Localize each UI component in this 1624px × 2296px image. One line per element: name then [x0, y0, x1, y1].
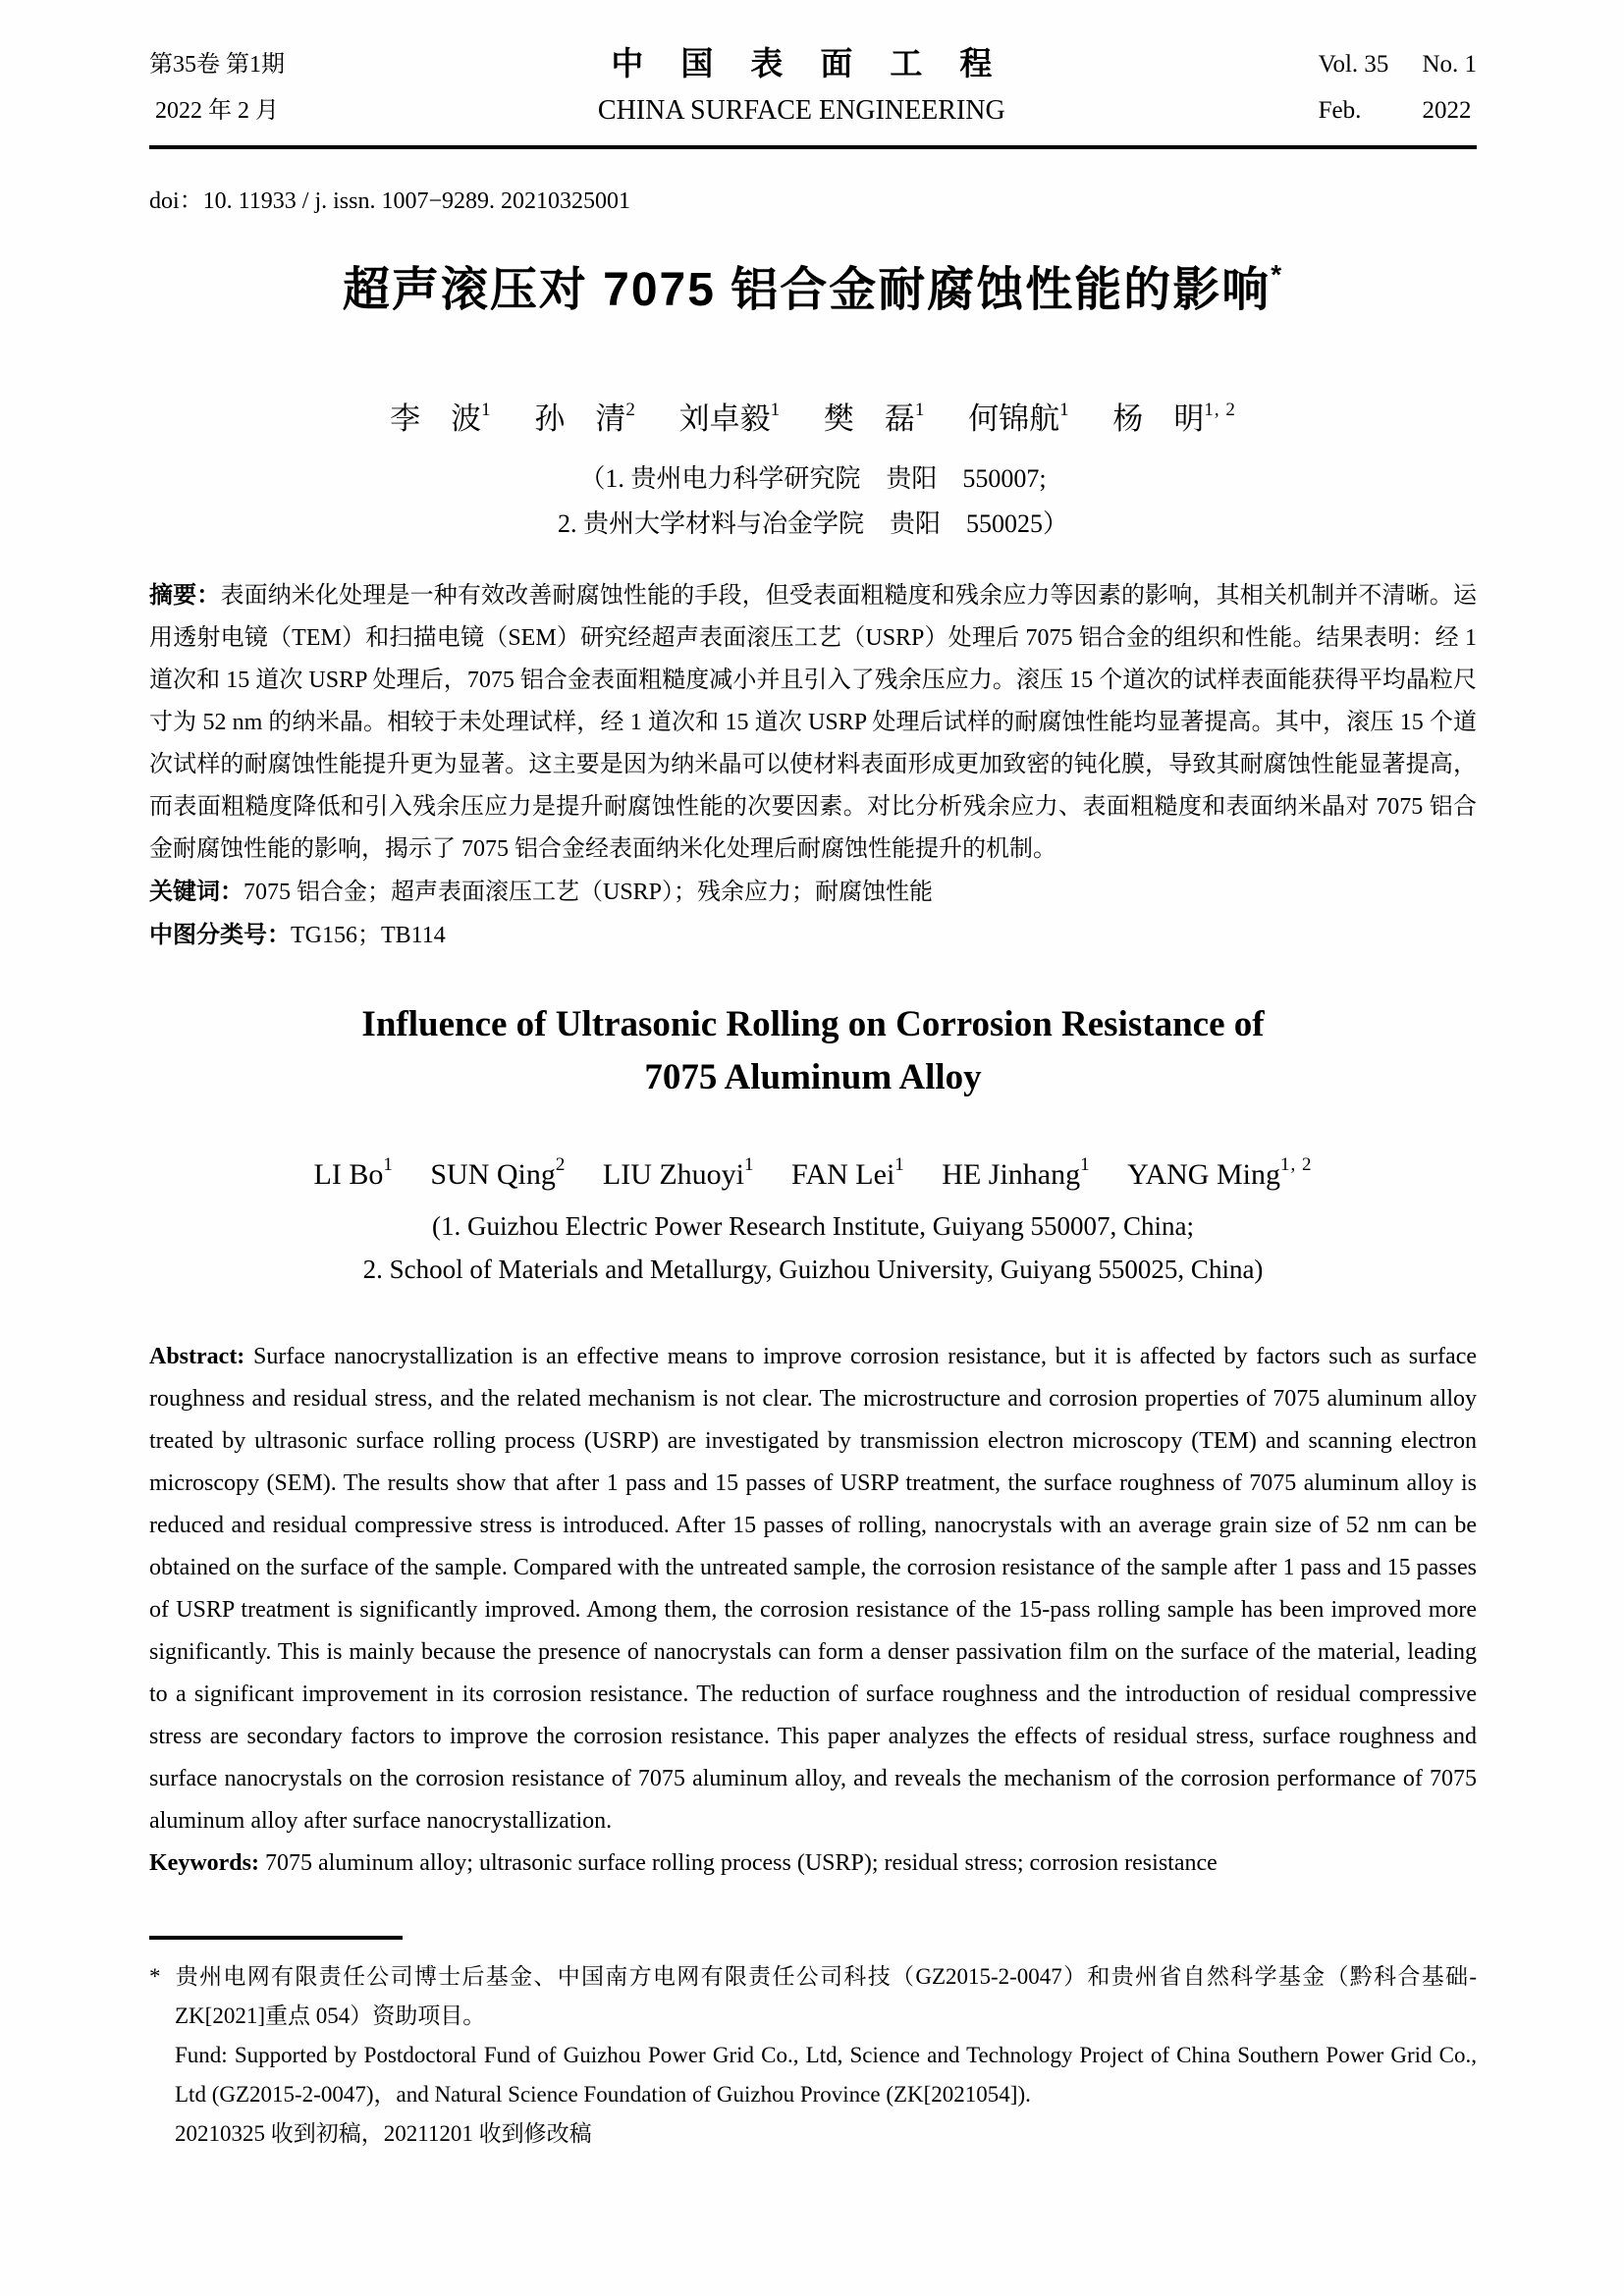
affiliation-en-1: (1. Guizhou Electric Power Research Institute, Guiyang 550007, China; [431, 1211, 1195, 1241]
keywords-en [149, 1842, 1477, 1885]
abstract-en [149, 1336, 1477, 1842]
author-affil-sup: 1, 2 [1279, 1154, 1313, 1175]
footnote-fund-cn-text: 贵州电网有限责任公司博士后基金、中国南方电网有限责任公司科技（GZ2015-2-0047）和贵州省自然科学基金（黔科合基础-ZK[2021]重点 054）资助项目。 [174, 1964, 1477, 2028]
author-affil-sup: 2 [625, 400, 636, 420]
volume-issue-cn: 第35卷 第1期 [149, 52, 285, 78]
author-affil-sup: 1 [744, 1154, 755, 1175]
footnote-received-dates: 20210325 收到初稿，20211201 收到修改稿 [175, 2121, 592, 2146]
volume-en: Vol. 35 [1318, 51, 1389, 78]
author-affil-sup: 1 [914, 400, 926, 420]
keywords-cn [149, 871, 1477, 914]
author-en [430, 1154, 567, 1191]
abstract-en-label: Abstract: [149, 1344, 245, 1369]
abstract-cn-text: 表面纳米化处理是一种有效改善耐腐蚀性能的手段，但受表面粗糙度和残余应力等因素的影响，其相关机制并不清晰。运用透射电镜（TEM）和扫描电镜（SEM）研究经超声表面滚压工艺（USRP）处理后 7075 铝合金的组织和性能。结果表明：经 1 道次和 15 道次 USRP 处理后，7075 铝合金表面粗糙度减小并且引入了残余压应力。滚压 15 个道次的试样表面能获得平均晶粒尺寸为 52 nm 的纳米晶。相较于未处理试样，经 1 道次和 15 道次 USRP 处理后试样的耐腐蚀性能均显著提高。其中，滚压 15 个道次试样的耐腐蚀性能提升更为显著。这主要是因为纳米晶可以使材料表面形成更加致密的钝化膜，导致其耐腐蚀性能显著提高，而表面粗糙度降低和引入残余压应力是提升耐腐蚀性能的次要因素。对比分析残余应力、表面粗糙度和表面纳米晶对 7075 铝合金耐腐蚀性能的影响，揭示了 7075 铝合金经表面纳米化处理后耐腐蚀性能提升的机制。 [149, 583, 1477, 862]
abstract-en-text: Surface nanocrystallization is an effective means to improve corrosion resistance, but it is affected by factors such as surface roughness and residual stress, and the related mechanism is not clear. The microstructure and corrosion properties of 7075 aluminum alloy treated by ultrasonic surface rolling process (USRP) are investigated by transmission electron microscopy (TEM) and scanning electron microscopy (SEM). The results show that after 1 pass and 15 passes of USRP treatment, the surface roughness of 7075 aluminum alloy is reduced and residual compressive stress is introduced. After 15 passes of rolling, nanocrystals with an average grain size of 52 nm can be obtained on the surface of the sample. Compared with the untreated sample, the corrosion resistance of the sample after 1 pass and 15 passes of USRP treatment is significantly improved. Among them, the corrosion resistance of the 15-pass rolling sample has been improved more significantly. This is mainly because the presence of nanocrystals can form a denser passivation film on the surface of the material, leading to a significant improvement in its corrosion resistance. The reduction of surface roughness and the introduction of residual compressive stress are secondary factors to improve the corrosion resistance. This paper analyzes the effects of residual stress, surface roughness and surface nanocrystals on the corrosion resistance of 7075 aluminum alloy, and reveals the mechanism of the corrosion performance of 7075 aluminum alloy after surface nanocrystallization. [149, 1344, 1477, 1834]
author-affil-sup: 1 [894, 1154, 905, 1175]
keywords-en-text: 7075 aluminum alloy; ultrasonic surface rolling process (USRP); residual stress; corrosion resistance [258, 1850, 1218, 1876]
footnote-marker: * [149, 1964, 161, 1989]
author-name: 孙 清 [534, 401, 626, 436]
author-cn [968, 401, 1070, 436]
authors-en [149, 1142, 1477, 1199]
author-name: LIU Zhuoyi [602, 1158, 745, 1191]
author-en [791, 1154, 905, 1191]
author-affil-sup: 2 [555, 1154, 567, 1175]
clc-number [149, 914, 1477, 957]
abstract-cn [149, 574, 1477, 871]
affiliation-cn-1: （1. 贵州电力科学研究院 贵阳 550007; [579, 464, 1047, 493]
keywords-cn-text: 7075 铝合金；超声表面滚压工艺（USRP）；残余应力；耐腐蚀性能 [244, 880, 934, 905]
clc-text: TG156；TB114 [291, 923, 446, 948]
affiliations-en [149, 1204, 1477, 1291]
keywords-cn-label: 关键词： [149, 879, 244, 905]
number-en: No. 1 [1422, 51, 1477, 78]
author-en [602, 1154, 755, 1191]
author-name: LI Bo [313, 1158, 384, 1191]
author-name: YANG Ming [1127, 1158, 1280, 1191]
paper-title-cn [149, 240, 1477, 326]
abstract-cn-label: 摘要： [149, 582, 221, 609]
paper-title-en [149, 998, 1477, 1104]
authors-cn [149, 387, 1477, 443]
author-cn [679, 401, 782, 436]
paper-title-cn-text: 超声滚压对 7075 铝合金耐腐蚀性能的影响 [342, 264, 1272, 316]
month-en: Feb. [1318, 97, 1362, 124]
footnote-fund-cn [149, 1957, 1477, 2036]
author-name: FAN Lei [791, 1158, 895, 1191]
author-name: 杨 明 [1112, 401, 1205, 436]
author-affil-sup: 1 [1080, 1154, 1091, 1175]
journal-name-block [285, 43, 1319, 135]
author-affil-sup: 1 [481, 400, 492, 420]
paper-title-en-line2: 7075 Aluminum Alloy [644, 1057, 982, 1097]
author-cn [1112, 401, 1236, 436]
author-name: 何锦航 [968, 401, 1060, 436]
footnote [149, 1936, 1477, 2154]
author-en [1127, 1154, 1313, 1191]
header-vol-block [1319, 43, 1477, 135]
affiliation-en-2: 2. School of Materials and Metallurgy, Guizhou University, Guiyang 550025, China) [362, 1255, 1264, 1284]
year-en: 2022 [1422, 97, 1472, 124]
author-en [942, 1154, 1091, 1191]
title-footnote-mark: * [1271, 259, 1284, 290]
author-cn [390, 401, 492, 436]
author-name: 刘卓毅 [678, 401, 771, 436]
author-affil-sup: 1 [770, 400, 782, 420]
affiliations-cn [149, 456, 1477, 547]
author-en [313, 1154, 394, 1191]
journal-header [149, 0, 1477, 149]
author-name: 李 波 [390, 401, 482, 436]
paper-title-en-line1: Influence of Ultrasonic Rolling on Corrosion Resistance of [361, 1004, 1265, 1044]
footnote-fund-en: Fund: Supported by Postdoctoral Fund of Guizhou Power Grid Co., Ltd, Science and Technology Project of China Southern Power Grid Co., Ltd (GZ2015-2-0047)，and Natural Science Foundation of Guizhou Province (ZK[2021054]). [175, 2043, 1477, 2107]
author-name: HE Jinhang [942, 1158, 1081, 1191]
affiliation-cn-2: 2. 贵州大学材料与冶金学院 贵阳 550025） [557, 509, 1068, 538]
issue-date-cn: 2022 年 2 月 [155, 98, 279, 124]
journal-name-en: CHINA SURFACE ENGINEERING [597, 95, 1005, 126]
author-cn [824, 401, 926, 436]
author-name: SUN Qing [430, 1158, 556, 1191]
clc-label: 中图分类号： [149, 922, 291, 948]
keywords-en-label: Keywords: [149, 1850, 259, 1876]
author-affil-sup: 1 [1059, 400, 1070, 420]
author-affil-sup: 1 [383, 1154, 394, 1175]
journal-name-cn: 中国表面工程 [611, 47, 1030, 82]
header-issue-block [149, 43, 285, 135]
footnote-rule [149, 1936, 403, 1940]
author-cn [534, 401, 636, 436]
author-affil-sup: 1, 2 [1204, 400, 1236, 420]
author-name: 樊 磊 [823, 401, 915, 436]
doi: doi：10. 11933 / j. issn. 1007−9289. 20210325001 [149, 188, 630, 214]
